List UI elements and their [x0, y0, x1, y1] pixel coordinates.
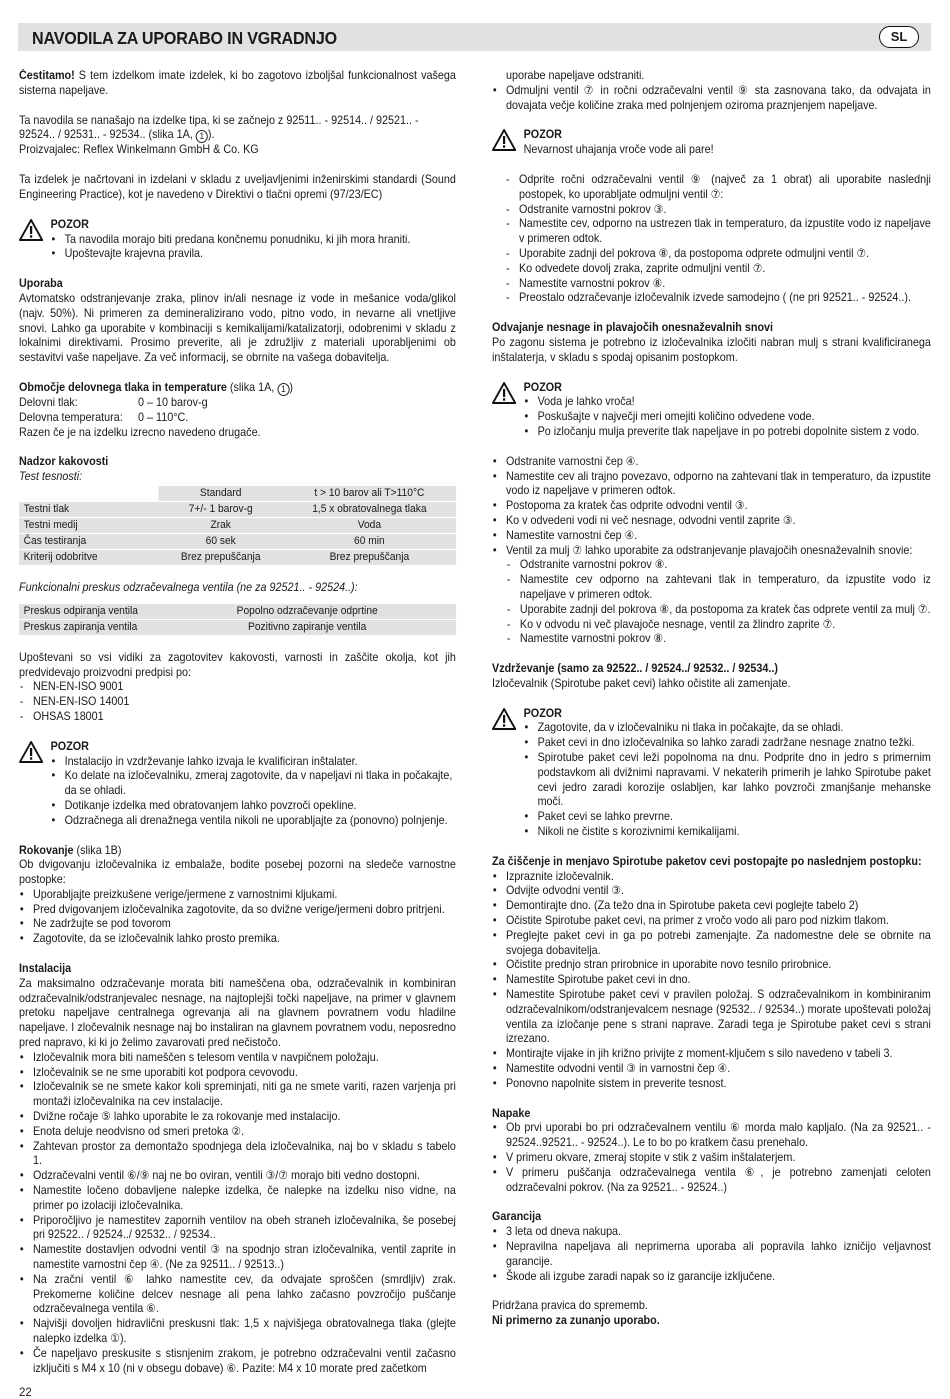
use-paragraph: Avtomatsko odstranjevanje zraka, plinov in/ali nesnage iz vode in mešanice voda/glikol (najv. 50%). Ni primeren za demineralizirano vodo, pitno vodo, in nevarne ali vnetljive snovi. Lahko ga uporabite v kombinaciji s kemikalijami/katalizatorji, odobrenimi v skladu z lokalnimi direktivami. Prosimo preverite, ali je združljiv z materiali uporabljenimi ob sestavitvi vaše napeljave. Za več informacij, se obrnite na vašega dobavitelja.: [19, 291, 456, 365]
list-item: • Ko delate na izločevalniku, zmeraj zagotovite, da v napeljavi ni tlaka in počakajte, da se ohladi.: [51, 769, 456, 799]
list-item: • Ventil za mulj ⑦ lahko uporabite za odstranjevanje plavajočih onesnaževalnih snovie:: [492, 544, 931, 559]
list-item: • Če napeljavo preskusite s stisnjenim zrakom, je potrebno odzračevalni ventil začasno izključiti s M4 x 10 (ni v obsegu dobave) ⑥. Pazite: M4 x 10 morate pred začetkom: [19, 1347, 456, 1377]
ref-circle: 1: [277, 383, 289, 396]
table-row: [19, 502, 456, 517]
list-item: • 3 leta od dneva nakupa.: [492, 1225, 931, 1240]
install-list: [19, 1051, 456, 1377]
warning-list: [51, 755, 456, 829]
outdoor-note: Ni primerno za zunanjo uporabo.: [492, 1314, 660, 1328]
warning-icon: [492, 381, 524, 440]
list-item: • Namestite Spirotube paket cevi v pravilen položaj. S odzračevalnikom in kombiniranim odzračevalnikom/odstranjevalcem nesnage (92532.. / 92534..) morate upoštevati položaj ventila za izločanje pene s strani naprave. Zaradi tega je Spirotube paket cevi s strani izrezano.: [492, 988, 931, 1047]
warning-icon: [19, 740, 51, 829]
temperature-value: 0 – 110°C.: [138, 410, 189, 424]
table-row: [19, 550, 456, 565]
list-item: • Škode ali izgube zaradi napak so iz garancije izključene.: [492, 1270, 931, 1285]
faults-heading: Napake: [492, 1106, 531, 1120]
list-item: - Odstranite varnostni pokrov ③.: [505, 203, 931, 218]
faults-list: [492, 1121, 931, 1195]
venting-steps: [492, 173, 931, 306]
table-cell: Preskus zapiranja ventila: [19, 620, 159, 635]
table-cell: Testni tlak: [19, 502, 159, 517]
list-item: • Paket cevi se lahko prevrne.: [524, 810, 931, 825]
table-cell: Voda: [283, 518, 456, 533]
table-cell: Zrak: [159, 518, 283, 533]
list-item: • Postopoma za kratek čas odprite odvodni ventil ③.: [492, 499, 931, 514]
warning-block: [19, 218, 456, 262]
drain-heading: Odvajanje nesnage in plavajočih onesnaževalnih snovi: [492, 321, 774, 335]
list-item: • Pred dvigovanjem izločevalnika zagotovite, da so dvižne verige/jermeni dobro pritrjeni.: [19, 903, 456, 918]
warning-title: POZOR: [523, 706, 562, 720]
ref-circle: 1: [196, 130, 208, 143]
design-paragraph: Ta izdelek je načrtovani in izdelani v skladu z uveljavljenimi inženirskimi standardi (Sound Engineering Practice), kot je navedeno v Direktivi o tlačni opremi (97/23/EC): [19, 173, 456, 201]
list-item: • Ne zadržujte se pod tovorom: [19, 917, 456, 932]
warning-icon: [19, 218, 51, 262]
intro-bold: Čestitamo!: [19, 69, 75, 82]
range-title: Območje delovnega tlaka in temperature: [19, 380, 227, 394]
use-heading: Uporaba: [19, 277, 63, 291]
handling-heading: [19, 844, 456, 859]
warning-block: [19, 740, 456, 829]
list-item: • Ko v odvedeni vodi ni več nesnage, odvodni ventil zaprite ③.: [492, 514, 931, 529]
warning-list: [524, 721, 931, 839]
list-item: • Voda je lahko vroča!: [524, 395, 931, 410]
warning-list: [524, 395, 931, 439]
warning-icon: [492, 128, 524, 158]
table-cell: 1,5 x obratovalnega tlaka: [283, 502, 456, 517]
reserved-note: Pridržana pravica do sprememb.: [492, 1299, 648, 1313]
cleaning-heading: Za čiščenje in menjavo Spirotube paketov cevi postopajte po naslednjem postopku:: [492, 854, 922, 868]
list-item: • Očistite prednjo stran prirobnice in uporabite novo tesnilo prirobnice.: [492, 958, 931, 973]
list-item: • Odvijte odvodni ventil ③.: [492, 884, 931, 899]
pressure-label: Delovni tlak:: [19, 395, 78, 409]
list-item: - Namestite varnostni pokrov ⑧.: [505, 277, 931, 292]
list-item: • Instalacijo in vzdrževanje lahko izvaja le kvalificiran inštalater.: [51, 755, 456, 770]
standards-list: [19, 680, 456, 724]
quality-paragraph: Upoštevani so vsi vidiki za zagotovitev kakovosti, varnosti in zaščite okolja, kot jih predvidevajo proizvodni predpisi po:: [19, 650, 456, 679]
list-item: • Preglejte paket cevi in ga po potrebi zamenjajte. Za nadomestne dele se obrnite na svojega dobavitelja.: [492, 929, 931, 959]
table-cell: Preskus odpiranja ventila: [19, 604, 159, 619]
handling-paragraph: Ob dvigovanju izločevalnika iz embalaže, bodite posebej pozorni na sledeče varnostne postopke:: [19, 858, 456, 887]
continued-list: [492, 84, 931, 114]
list-item: • Ob prvi uporabi bo pri odzračevalnem ventilu ⑥ morda malo kapljalo. (Na za 92521.. - 92524..92521.. - 92524..). Le to bo po kratkem času prenehalo.: [492, 1121, 931, 1151]
list-item: - Uporabite zadnji del pokrova ⑧, da postopoma odprete odmuljni ventil ⑦.: [505, 247, 931, 262]
language-badge: SL: [879, 26, 919, 48]
range-ref: (slika 1A,: [226, 380, 278, 394]
list-item: • Namestite dostavljen odvodni ventil ③ na spodnjo stran izločevalnika, ventil zaprite in namestite varnostni čep ④. (Ne za 92511.. / 92513..): [19, 1243, 456, 1273]
manufacturer: Proizvajalec: Reflex Winkelmann GmbH & Co. KG: [19, 143, 259, 157]
list-item: • Odstranite varnostni čep ④.: [492, 455, 931, 470]
intro-paragraph: [19, 69, 456, 99]
page-number: 22: [19, 1387, 32, 1399]
warning-block: [492, 128, 931, 158]
applies-paragraph: [19, 114, 456, 144]
list-item: • Zagotovite, da v izločevalniku ni tlaka in počakajte, da se ohladi.: [524, 721, 931, 736]
maintenance-heading: Vzdrževanje (samo za 92522.. / 92524../ 92532.. / 92534..): [492, 662, 778, 676]
list-item: • Priporočljivo je namestitev zapornih ventilov na obeh straneh izločevalnika, še posebej pri 92522.. / 92524../ 92532.. / 92534..: [19, 1214, 456, 1244]
table-cell: [19, 486, 159, 501]
table-cell: Čas testiranja: [19, 534, 159, 549]
applies-text-end: ).: [207, 128, 215, 142]
list-item: • Izločevalnik se ne smete kakor koli spreminjati, niti ga ne smete variti, razen varjenja pri montaži izločevalnika na cev instalacije.: [19, 1080, 456, 1110]
list-item: • Poskušajte v največji meri omejiti količino odvedene vode.: [524, 410, 931, 425]
handling-ref: (slika 1B): [73, 843, 122, 857]
list-item: • Zahtevan prostor za demontažo spodnjega dela izločevalnika, naj bo v skladu s tabelo 1.: [19, 1140, 456, 1170]
pressure-row: [19, 396, 456, 411]
list-item: - Odstranite varnostni pokrov ⑧.: [492, 558, 931, 573]
applies-text: Ta navodila se nanašajo na izdelke tipa, ki se začnejo z 92511.. - 92514.. / 92521.. - 92524.. / 92531.. - 92534.. (slika 1A,: [19, 113, 419, 142]
intro-text: S tem izdelkom imate izdelek, ki bo zagotovo izboljšal funkcionalnost vašega sistema napeljave.: [19, 69, 456, 97]
warning-title: POZOR: [50, 217, 89, 231]
table-cell: Brez prepuščanja: [283, 550, 456, 565]
table-cell: 60 min: [283, 534, 456, 549]
warning-icon: [492, 707, 524, 840]
valve-test-table: [19, 603, 456, 636]
list-item: • Namestite cev ali trajno povezavo, odporno na zahtevani tlak in temperaturo, da izpustite vodo iz napeljave v primeren odtok.: [492, 470, 931, 500]
func-heading: Funkcionalni preskus odzračevalnega ventila (ne za 92521.. - 92524..):: [19, 580, 358, 594]
list-item: • Spirotube paket cevi leži popolnoma na dnu. Podprite dno in jedro s primernim podstavkom ali dvižnimi napravami. V nekaterih primerih je lahko Spirotube paket cevi jedro zaradi korozije oslabljen, kar lahko povzroči zmanjšanje mehanske moči.: [524, 751, 931, 810]
list-item: • Nikoli ne čistite s korozivnimi kemikalijami.: [524, 825, 931, 840]
table-header: Standard: [159, 486, 283, 501]
continued-text: uporabe napeljave odstraniti.: [505, 69, 645, 82]
list-item: - Namestite cev odporno na zahtevani tlak in temperaturo, da izpustite vodo iz napeljave v primeren odtok.: [492, 573, 931, 603]
list-item: • Ta navodila morajo biti predana končnemu ponudniku, ki jih mora hraniti.: [51, 233, 456, 248]
list-item: • Dotikanje izdelka med obratovanjem lahko povzroči opekline.: [51, 799, 456, 814]
range-heading: [19, 381, 456, 396]
list-item: • V primeru okvare, zmeraj stopite v stik z vašim inštalaterjem.: [492, 1151, 931, 1166]
list-item: • Demontirajte dno. (Za težo dna in Spirotube paketa cevi poglejte tabelo 2): [492, 899, 931, 914]
warning-text: Nevarnost uhajanja vroče vode ali pare!: [523, 143, 714, 157]
list-item: • Paket cevi in dno izločevalnika so lahko zaradi zadržane nesnage znatno težki.: [524, 736, 931, 751]
list-item: - Odprite ročni odzračevalni ventil ⑨ (največ za 1 obrat) ali uporabite naslednji postopek, ko uporabljate odmuljni ventil ⑦:: [505, 173, 931, 203]
list-item: • Na zračni ventil ⑥ lahko namestite cev, da odvajate sproščen (smrdljiv) zrak. Prekomerne količine delcev nesnage ali pena lahko začasno povzročijo puščanje odzračevalnega ventila ⑥.: [19, 1273, 456, 1317]
cleaning-list: [492, 870, 931, 1092]
table-row: [19, 620, 456, 635]
warning-block: [492, 707, 931, 840]
table-header-row: [19, 486, 456, 501]
qc-subheading: Test tesnosti:: [19, 470, 83, 484]
page-header: [18, 23, 931, 51]
pressure-value: 0 – 10 barov-g: [138, 395, 208, 409]
table-cell: Pozitivno zapiranje ventila: [159, 620, 456, 635]
list-item: • Ponovno napolnite sistem in preverite tesnost.: [492, 1077, 931, 1092]
list-item: • Dvižne ročaje ⑤ lahko uporabite le za rokovanje med instalacijo.: [19, 1110, 456, 1125]
list-item: • Izpraznite izločevalnik.: [492, 870, 931, 885]
table-row: [19, 604, 456, 619]
drain-paragraph: Po zagonu sistema je potrebno iz izločevalnika izločiti nabran mulj s strani kvalificiranega inštalaterja, v skladu s spodaj opisanim postopkom.: [492, 335, 931, 364]
warning-title: POZOR: [50, 739, 89, 753]
table-cell: Brez prepuščanja: [159, 550, 283, 565]
table-cell: Kriterij odobritve: [19, 550, 159, 565]
warning-block: [492, 381, 931, 440]
list-item: • Izločevalnik se ne sme uporabiti kot podpora cevovodu.: [19, 1066, 456, 1081]
leak-test-table: [19, 485, 456, 566]
list-item: • Montirajte vijake in jih križno privijte z moment-ključem s silo navedeno v tabeli 3.: [492, 1047, 931, 1062]
table-cell: Testni medij: [19, 518, 159, 533]
page-title: NAVODILA ZA UPORABO IN VGRADNJO: [32, 28, 337, 48]
range-note: Razen če je na izdelku izrecno navedeno drugače.: [19, 425, 261, 439]
list-item: - Preostalo odzračevanje izločevalnik izvede samodejno ( (ne pri 92521.. - 92524..).: [505, 291, 931, 306]
table-row: [19, 534, 456, 549]
list-item: • Izločevalnik mora biti nameščen s telesom ventila v navpičnem položaju.: [19, 1051, 456, 1066]
handling-title: Rokovanje: [19, 843, 74, 857]
list-item: - Ko v odvodu ni več plavajoče nesnage, ventil za žlindro zaprite ⑦.: [492, 618, 931, 633]
list-item: - Uporabite zadnji del pokrova ⑧, da postopoma za kratek čas odprete ventil za mulj ⑦.: [492, 603, 931, 618]
left-column: [19, 69, 456, 1376]
list-item: • Zagotovite, da se izločevalnik lahko prosto premika.: [19, 932, 456, 947]
install-paragraph: Za maksimalno odzračevanje morata biti nameščena oba, odzračevalnik in kombiniran odzračevalnik/odstranjevalec nesnage, na najtoplejši točki napeljave, na primer v glavnem pretoku napeljave centralnega ogrevanja ali na glavnem povratnem vodu hladilne napeljave. I zločevalnik nesnage naj bo instaliran na glavnem povratnem vodu, neposredno pred napravo, ki ki jo želimo zavarovati pred nečistočo.: [19, 976, 456, 1050]
list-item: • Enota deluje neodvisno od smeri pretoka ②.: [19, 1125, 456, 1140]
list-item: • Nepravilna napeljava ali neprimerna uporaba ali popravila lahko izničijo veljavnost garancije.: [492, 1240, 931, 1270]
list-item: • Namestite Spirotube paket cevi in dno.: [492, 973, 931, 988]
warranty-list: [492, 1225, 931, 1284]
right-column: [492, 69, 931, 1329]
drain-list: [492, 455, 931, 559]
list-item: - Namestite cev, odporno na ustrezen tlak in temperaturo, da izpustite vodo iz napeljave v primeren odtok.: [505, 217, 931, 247]
list-item: • Odmuljni ventil ⑦ in ročni odzračevalni ventil ⑨ sta zasnovana tako, da odvajata in dovajata večje količine zraka med polnjenjem oziroma praznjenjem napeljave.: [492, 84, 931, 114]
list-item: • Namestite odvodni ventil ③ in varnostni čep ④.: [492, 1062, 931, 1077]
list-item: • Po izločanju mulja preverite tlak napeljave in po potrebi dopolnite sistem z vodo.: [524, 425, 931, 440]
list-item: - OHSAS 18001: [19, 710, 456, 725]
list-item: - Namestite varnostni pokrov ⑧.: [492, 632, 931, 647]
warning-title: POZOR: [523, 380, 562, 394]
list-item: - NEN-EN-ISO 14001: [19, 695, 456, 710]
list-item: • Uporabljajte preizkušene verige/jermene z varnostnimi kljukami.: [19, 888, 456, 903]
range-ref-end: ): [289, 380, 293, 394]
table-cell: 60 sek: [159, 534, 283, 549]
list-item: - Ko odvedete dovolj zraka, zaprite odmuljni ventil ⑦.: [505, 262, 931, 277]
drain-sublist: [492, 558, 931, 647]
warranty-heading: Garancija: [492, 1210, 542, 1224]
list-item: - NEN-EN-ISO 9001: [19, 680, 456, 695]
list-item: • Odzračevalni ventil ⑥/⑨ naj ne bo oviran, ventili ③/⑦ morajo biti vedno dostopni.: [19, 1169, 456, 1184]
list-item: • Odzračnega ali drenažnega ventila nikoli ne uporabljajte za (ponovno) polnjenje.: [51, 814, 456, 829]
temperature-row: [19, 411, 456, 426]
warning-list: [51, 233, 456, 263]
handling-list: [19, 888, 456, 947]
qc-heading: Nadzor kakovosti: [19, 455, 109, 469]
list-item: • Najvišji dovoljen hidravlični preskusni tlak: 1,5 x najvišjega obratovalnega tlaka (glejte nalepko izdelka ①).: [19, 1317, 456, 1347]
install-heading: Instalacija: [19, 962, 72, 976]
list-item: • V primeru puščanja odzračevalnega ventila ⑥, je potrebno zamenjati celoten odzračevalni pokrov. (Na za 92521.. - 92524..): [492, 1166, 931, 1196]
temperature-label: Delovna temperatura:: [19, 410, 123, 424]
table-row: [19, 518, 456, 533]
table-cell: 7+/- 1 barov-g: [159, 502, 283, 517]
list-item: • Očistite Spirotube paket cevi, na primer z vročo vodo ali paro pod nizkim tlakom.: [492, 914, 931, 929]
list-item: • Namestite varnostni čep ④.: [492, 529, 931, 544]
list-item: • Namestite ločeno dobavljene nalepke izdelka, če nalepke na izdelku niso vidne, na primer po izolaciji izločevalnika.: [19, 1184, 456, 1214]
table-cell: Popolno odzračevanje odprtine: [159, 604, 456, 619]
table-header: t > 10 barov ali T>110°C: [283, 486, 456, 501]
maintenance-paragraph: Izločevalnik (Spirotube paket cevi) lahko očistite ali zamenjate.: [492, 676, 791, 690]
warning-title: POZOR: [523, 128, 562, 142]
list-item: • Upoštevajte krajevna pravila.: [51, 247, 456, 262]
